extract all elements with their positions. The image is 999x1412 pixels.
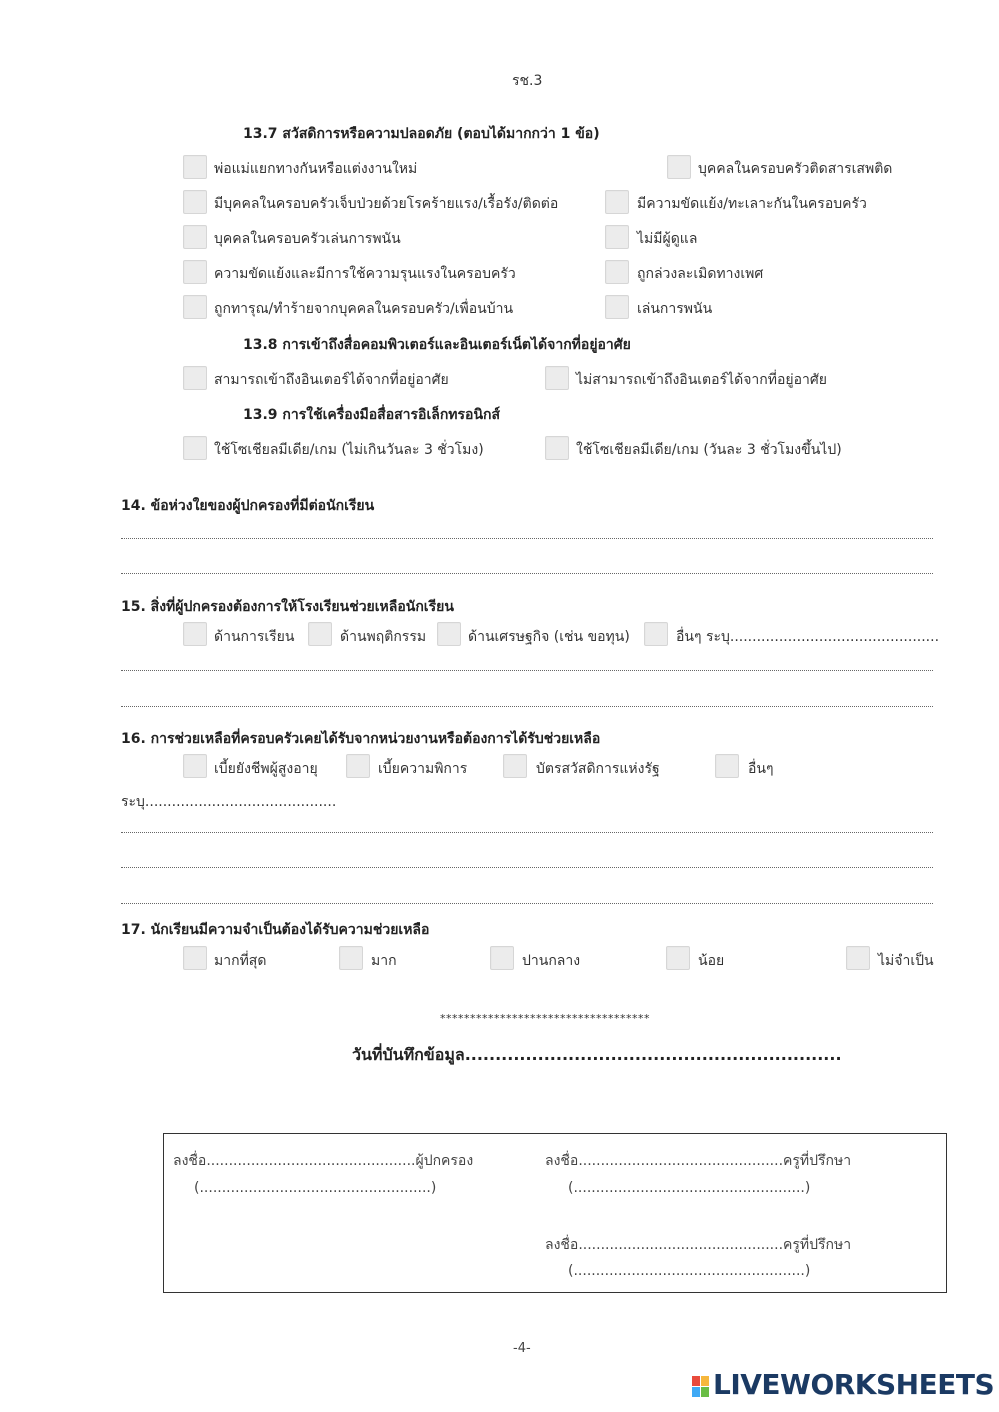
liveworksheets-logo: LIVEWORKSHEETS xyxy=(713,1368,995,1401)
divider-stars: *********************************** xyxy=(440,1012,650,1025)
checkbox-15-2[interactable] xyxy=(308,622,332,646)
checkbox-label: มีบุคคลในครอบครัวเจ็บป่วยด้วยโรคร้ายแรง/เรื้อรัง/ติดต่อ xyxy=(214,196,559,212)
section-15-title: 15. สิ่งที่ผู้ปกครองต้องการให้โรงเรียนช่วยเหลือนักเรียน xyxy=(121,599,454,615)
checkbox-13-8-2[interactable] xyxy=(545,366,569,390)
advisor-2-name[interactable]: (....................................................) xyxy=(568,1263,811,1279)
checkbox-label: ด้านเศรษฐกิจ (เช่น ขอทุน) xyxy=(468,629,630,645)
checkbox-16-3[interactable] xyxy=(503,754,527,778)
advisor-1-name[interactable]: (....................................................) xyxy=(568,1180,811,1196)
checkbox-label: ความขัดแย้งและมีการใช้ความรุนแรงในครอบครัว xyxy=(214,266,516,282)
checkbox-16-2[interactable] xyxy=(346,754,370,778)
checkbox-label: อื่นๆ xyxy=(748,761,774,777)
answer-line[interactable] xyxy=(121,538,933,539)
answer-line[interactable] xyxy=(121,706,933,707)
checkbox-13-9-1[interactable] xyxy=(183,436,207,460)
checkbox-16-4[interactable] xyxy=(715,754,739,778)
checkbox-label: ด้านพฤติกรรม xyxy=(340,629,427,645)
checkbox-13-7-4[interactable] xyxy=(605,190,629,214)
checkbox-13-7-7[interactable] xyxy=(183,260,207,284)
checkbox-17-4[interactable] xyxy=(666,946,690,970)
record-date[interactable]: วันที่บันทึกข้อมูล.............................................................. xyxy=(352,1045,842,1064)
checkbox-label: พ่อแม่แยกทางกันหรือแต่งงานใหม่ xyxy=(214,161,418,177)
checkbox-label: ไม่จำเป็น xyxy=(878,953,934,969)
section-13-7-title: 13.7 สวัสดิการหรือความปลอดภัย (ตอบได้มากกว่า 1 ข้อ) xyxy=(243,126,600,142)
checkbox-label: ไม่มีผู้ดูแล xyxy=(637,231,698,247)
checkbox-16-1[interactable] xyxy=(183,754,207,778)
checkbox-label: สามารถเข้าถึงอินเตอร์ได้จากที่อยู่อาศัย xyxy=(214,372,449,388)
signature-box xyxy=(163,1133,947,1293)
parent-signature[interactable]: ลงชื่อ...............................................ผู้ปกครอง xyxy=(173,1153,474,1169)
parent-name[interactable]: (....................................................) xyxy=(194,1180,437,1196)
checkbox-13-7-5[interactable] xyxy=(183,225,207,249)
checkbox-15-1[interactable] xyxy=(183,622,207,646)
checkbox-13-9-2[interactable] xyxy=(545,436,569,460)
answer-line[interactable] xyxy=(121,670,933,671)
section-16-title: 16. การช่วยเหลือที่ครอบครัวเคยได้รับจากหน่วยงานหรือต้องการได้รับช่วยเหลือ xyxy=(121,731,601,747)
checkbox-13-7-10[interactable] xyxy=(605,295,629,319)
answer-line[interactable] xyxy=(121,867,933,868)
checkbox-13-7-3[interactable] xyxy=(183,190,207,214)
liveworksheets-logo-icon xyxy=(692,1376,710,1398)
specify-field[interactable]: ระบุ........................................... xyxy=(121,794,337,810)
checkbox-17-2[interactable] xyxy=(339,946,363,970)
checkbox-label: ถูกล่วงละเมิดทางเพศ xyxy=(637,266,764,282)
page-number: -4- xyxy=(513,1341,531,1356)
checkbox-13-7-9[interactable] xyxy=(183,295,207,319)
section-13-8-title: 13.8 การเข้าถึงสื่อคอมพิวเตอร์และอินเตอร์เน็ตได้จากที่อยู่อาศัย xyxy=(243,337,631,353)
advisor-1-signature[interactable]: ลงชื่อ..............................................ครูที่ปรึกษา xyxy=(545,1153,852,1169)
checkbox-label: บัตรสวัสดิการแห่งรัฐ xyxy=(536,761,660,777)
checkbox-label: มาก xyxy=(371,953,397,969)
checkbox-17-1[interactable] xyxy=(183,946,207,970)
checkbox-15-4[interactable] xyxy=(644,622,668,646)
checkbox-label: บุคคลในครอบครัวติดสารเสพติด xyxy=(698,161,893,177)
section-17-title: 17. นักเรียนมีความจำเป็นต้องได้รับความช่วยเหลือ xyxy=(121,922,430,938)
checkbox-17-3[interactable] xyxy=(490,946,514,970)
section-13-9-title: 13.9 การใช้เครื่องมือสื่อสารอิเล็กทรอนิกส์ xyxy=(243,407,501,423)
checkbox-label: เบี้ยความพิการ xyxy=(378,761,468,777)
checkbox-label: อื่นๆ ระบุ............................................... xyxy=(676,629,940,645)
checkbox-label: มีความขัดแย้ง/ทะเลาะกันในครอบครัว xyxy=(637,196,867,212)
answer-line[interactable] xyxy=(121,903,933,904)
checkbox-15-3[interactable] xyxy=(437,622,461,646)
checkbox-13-7-1[interactable] xyxy=(183,155,207,179)
checkbox-13-7-8[interactable] xyxy=(605,260,629,284)
answer-line[interactable] xyxy=(121,573,933,574)
checkbox-label: ถูกทารุณ/ทำร้ายจากบุคคลในครอบครัว/เพื่อนบ้าน xyxy=(214,301,514,317)
checkbox-13-7-6[interactable] xyxy=(605,225,629,249)
checkbox-13-8-1[interactable] xyxy=(183,366,207,390)
checkbox-label: เบี้ยยังชีพผู้สูงอายุ xyxy=(214,761,318,777)
checkbox-label: เล่นการพนัน xyxy=(637,301,713,317)
checkbox-13-7-2[interactable] xyxy=(667,155,691,179)
section-14-title: 14. ข้อห่วงใยของผู้ปกครองที่มีต่อนักเรียน xyxy=(121,498,375,514)
checkbox-label: มากที่สุด xyxy=(214,953,267,969)
checkbox-label: ใช้โซเชียลมีเดีย/เกม (ไม่เกินวันละ 3 ชั่วโมง) xyxy=(214,442,484,458)
checkbox-label: น้อย xyxy=(698,953,725,969)
answer-line[interactable] xyxy=(121,832,933,833)
checkbox-label: ไม่สามารถเข้าถึงอินเตอร์ได้จากที่อยู่อาศัย xyxy=(576,372,827,388)
advisor-2-signature[interactable]: ลงชื่อ..............................................ครูที่ปรึกษา xyxy=(545,1237,852,1253)
checkbox-label: ปานกลาง xyxy=(522,953,581,969)
checkbox-label: ใช้โซเชียลมีเดีย/เกม (วันละ 3 ชั่วโมงขึ้นไป) xyxy=(576,442,842,458)
form-code: รช.3 xyxy=(512,73,543,89)
checkbox-label: บุคคลในครอบครัวเล่นการพนัน xyxy=(214,231,401,247)
checkbox-label: ด้านการเรียน xyxy=(214,629,295,645)
checkbox-17-5[interactable] xyxy=(846,946,870,970)
